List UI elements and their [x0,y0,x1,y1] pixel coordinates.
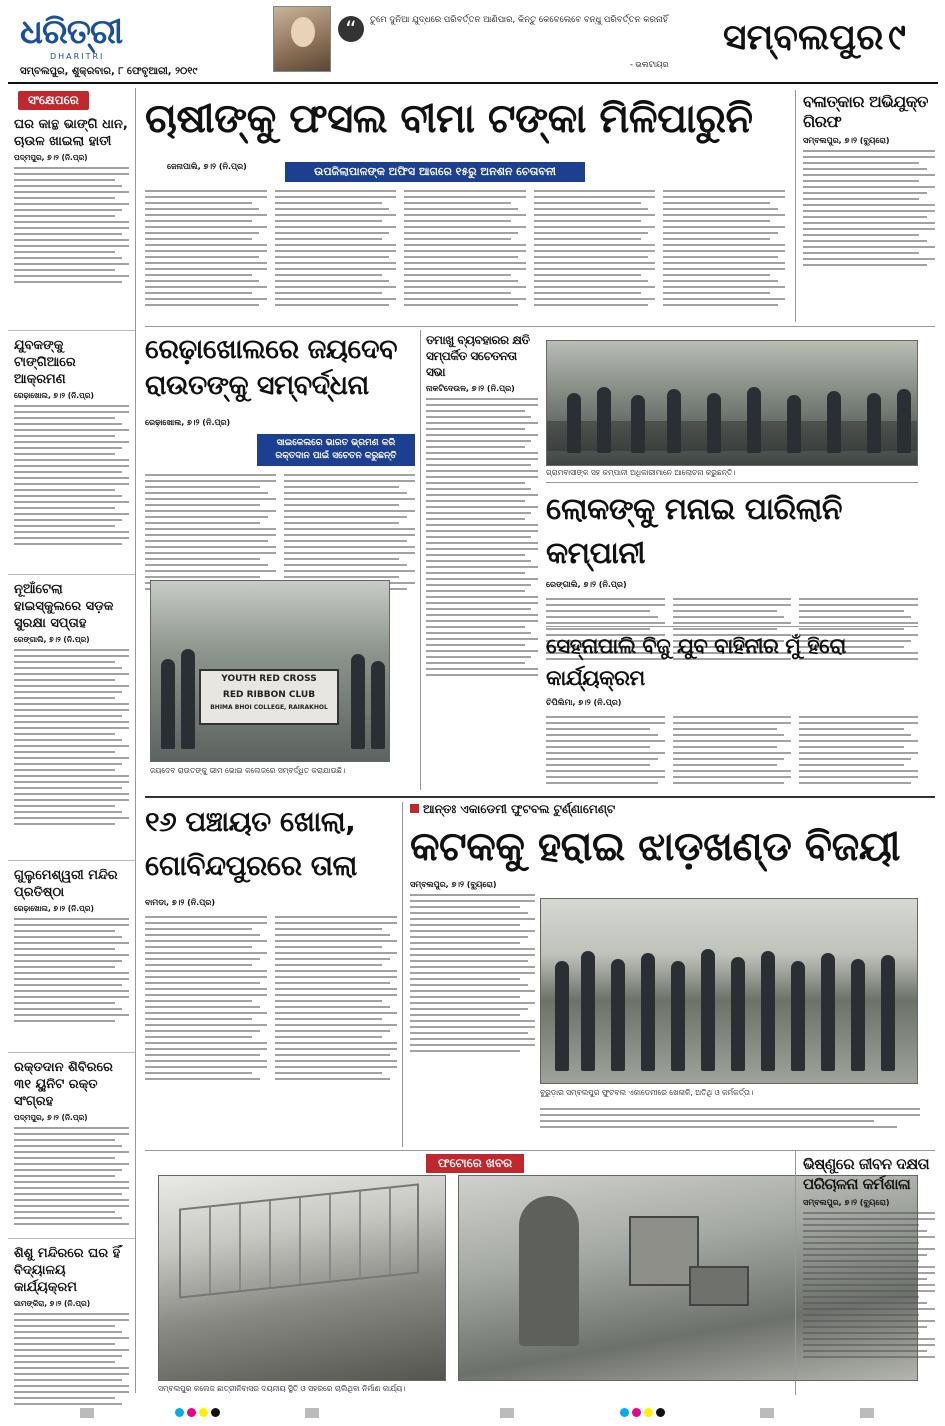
side-story-arrest[interactable] [803,92,935,320]
skill-workshop-story[interactable] [803,1154,935,1394]
jaydev-byline: ରେଢ଼ାଖୋଲ, ୭।୨ (ନି.ପ୍ର) [145,418,231,427]
brief-body [14,918,129,1022]
magenta-dot [632,1408,641,1417]
banner-line-1: YOUTH RED CROSS [221,674,317,684]
banner-line-3: BHIMA BHOI COLLEGE, RAIRAKHOL [210,704,328,711]
panchayat-headline-line1: ୧୬ ପଞ୍ଚାୟତ ଖୋଲା, [145,805,356,838]
photo-news-label: ଫଟୋରେ ଖବର [426,1154,524,1173]
football-body [410,894,535,1052]
page-number: ୯ [888,17,906,58]
skill-body [803,1212,935,1358]
briefs-column [8,88,136,1393]
section-rule [145,326,935,327]
registration-square [305,1408,319,1418]
brief-title: ଶିଶୁ ମନ୍ଦିରରେ ଘର ହିଁ ବିଦ୍ୟାଳୟ କାର୍ଯ୍ୟକ୍ରମ [14,1246,121,1295]
football-headline: କଟକକୁ ହରାଇ ଝାଡ଼ଖଣ୍ଡ ବିଜୟୀ [410,824,900,870]
quote-mark-icon: “ [338,16,364,42]
registration-square [760,1408,774,1418]
banner-line-2: RED RIBBON CLUB [222,690,316,700]
masthead [8,4,938,84]
brief-item[interactable] [8,1245,135,1421]
logo-subtext: DHARITRI [50,52,105,61]
cyan-dot [175,1408,184,1417]
company-headline: ଲୋକଙ୍କୁ ମନାଇ ପାରିଲାନି କମ୍ପାନୀ [546,492,843,571]
photo-news-caption: ସମ୍ବଲପୁର କଲେଜ ଛାତ୍ରୀନିବାସର ଦୟନୀୟ ସ୍ଥିତି ଓ ସହରରେ ଚାଲିଥିବା ନିର୍ମାଣ କାର୍ଯ୍ୟ। [158,1384,406,1393]
tobacco-story[interactable] [426,332,538,792]
quote-author-portrait [273,6,331,72]
college-banner-photo[interactable] [150,580,390,762]
skill-byline: ସମ୍ବଲପୁର, ୭।୨ (ବ୍ୟୁରୋ) [803,1198,890,1207]
brief-byline: ରେଢ଼ାଖୋଲ, ୭।୨ (ନି.ପ୍ର) [14,904,94,913]
football-photo-caption: ବୁରୁଡ଼ାର ସମ୍ବଲପୁର ଫୁଟବଲ ଏକାଡେମୀରେ ଖେଳାଳି, ଅତିଥି ଓ କର୍ମକର୍ତ୍ତା। [540,1088,754,1097]
brief-byline: ପଦ୍ମପୁର, ୭।୨ (ନି.ପ୍ର) [14,153,88,162]
registration-square [860,1408,874,1418]
football-kicker-text: ଆନ୍ତଃ ଏକାଡେମୀ ଫୁଟବଲ ଟୁର୍ଣ୍ଣାମେଣ୍ଟ [423,802,616,816]
tobacco-headline: ତମାଖୁ ବ୍ୟବହାରର କ୍ଷତି ସମ୍ପର୍କିତ ସଚେତନତା ସଭା [426,333,530,379]
panchayat-body [145,912,397,1084]
lead-story[interactable] [145,92,785,320]
hero-headline: ସେହ୍ନାପାଲି ବିଜୁ ଯୁବ ବାହିନୀର ମୁଁ ହିରୋ କାର୍ଯ୍ୟକ୍ରମ [546,634,846,690]
masthead-rule [8,82,938,84]
black-dot [211,1408,220,1417]
registration-square [80,1408,94,1418]
brief-byline: ରେଢ଼ାଖୋଲ, ୭।୨ (ନି.ପ୍ର) [14,391,94,400]
section-rule [546,626,918,627]
magenta-dot [187,1408,196,1417]
tobacco-byline: ନାକଟିଦେଉଳ, ୭।୨ (ନି.ପ୍ର) [426,384,515,393]
football-body-bottom [540,1104,920,1132]
company-byline: ରେଙ୍ଗାଲି, ୭।୨ (ନି.ପ୍ର) [546,580,627,589]
company-story[interactable] [546,488,918,623]
hero-story[interactable] [546,630,918,790]
lead-byline: ଜେନାପାଲି, ୭।୨ (ନି.ପ୍ର) [167,162,247,171]
tobacco-body [426,398,538,676]
meeting-photo-caption: ଗ୍ରାମବାସୀଙ୍କ ସହ କମ୍ପାନୀ ଅଧିକାରୀମାନେ ଆଲୋଚନା କରୁଛନ୍ତି। [546,468,736,477]
dateline: ସମ୍ବଲପୁର, ଶୁକ୍ରବାର, ୮ ଫେବୃଆରୀ, ୨୦୧୯ [20,66,198,77]
column-rule [402,802,403,1147]
quote-text: ତୁମେ ଦୁନିଆ ଯୁଦ୍ଧରେ ପରିବର୍ତ୍ତନ ଆଣିପାର, କିନ୍ତୁ କେବେଲେବେ ବନ୍ଧୁ ପରିବର୍ତ୍ତନ କରନାହିଁ [370,15,668,25]
side-headline: ବଳାତ୍କାର ଅଭିଯୁକ୍ତ ଗିରଫ [803,92,928,131]
yellow-dot [644,1408,653,1417]
briefs-tag: ସଂକ୍ଷେପରେ [18,91,89,110]
registration-square [500,1408,514,1418]
football-kicker [410,800,930,818]
logo-text: ଧରିତ୍ରୀ [20,12,123,52]
football-team-photo[interactable] [540,898,918,1084]
panchayat-story[interactable] [145,800,397,1150]
brief-title: ରକ୍ତଦାନ ଶିବିରରେ ୩୧ ୟୁନିଟ ରକ୍ତ ସଂଗ୍ରହ [14,1060,113,1109]
jaydev-photo-caption: ଜୟଦେବ ରାଉତଙ୍କୁ ଭୀମ ଭୋଇ କଲେଜରେ ସମ୍ବର୍ଦ୍ଧିତ କରାଯାଉଛି। [150,766,346,775]
section-rule [546,482,918,483]
section-rule [145,796,935,798]
quote-author: - ଭଲଟାୟର [630,60,669,69]
brief-item[interactable] [8,337,135,575]
brief-byline: ଜାମଙ୍କିରା, ୭।୨ (ନି.ପ୍ର) [14,1299,91,1308]
brief-item[interactable] [8,581,135,861]
village-meeting-photo[interactable] [546,340,918,466]
quote-of-day [370,14,690,69]
print-registration-bar [0,1404,945,1424]
brief-item[interactable] [8,116,135,331]
lead-body [145,186,785,310]
hostel-ruin-photo[interactable] [158,1175,446,1381]
brief-title: ଗୁଲୁମେଶ୍ୱରୀ ମନ୍ଦିର ପ୍ରତିଷ୍ଠା [14,868,118,900]
brief-title: ନୂଆଁଟେଲା ହାଇସ୍କୁଲରେ ସଡ଼କ ସୁରକ୍ଷା ସପ୍ତାହ [14,582,114,631]
panchayat-headline-line2: ଗୋବିନ୍ଦପୁରରେ ତାଲା [145,849,357,882]
lead-subhead: ଉପଜିଲାପାଳଙ୍କ ଅଫିସ ଆଗରେ ୧୫ରୁ ଅନଶନ ଚେତାବନୀ [285,162,585,182]
side-body [803,150,935,266]
brief-body [14,1313,129,1405]
brief-byline: ପଦ୍ମପୁର, ୭।୨ (ନି.ପ୍ର) [14,1113,88,1122]
jaydev-headline: ରେଢ଼ାଖୋଲରେ ଜୟଦେବ ରାଉତଙ୍କୁ ସମ୍ବର୍ଦ୍ଧନା [145,334,398,401]
jaydev-subhead: ସାଇକେଲରେ ଭାରତ ଭ୍ରମଣ କରି ରକ୍ତଦାନ ପାଇଁ ସଚେତନ କରୁଛନ୍ତି [257,434,415,466]
brief-title: ଯୁବକଙ୍କୁ ଟାଙ୍ଗିଆରେ ଆକ୍ରମଣ [14,338,76,387]
edition-name: ସମ୍ବଲପୁର [723,17,884,58]
hero-body [546,712,918,788]
yellow-dot [199,1408,208,1417]
lead-headline: ଚାଷୀଙ୍କୁ ଫସଲ ବୀମା ଟଙ୍କା ମିଳିପାରୁନି [145,96,753,142]
column-rule [795,1150,796,1395]
black-dot [656,1408,665,1417]
brief-item[interactable] [8,1059,135,1239]
brief-body [14,405,129,545]
football-byline: ସମ୍ବଲପୁର, ୭।୨ (ବ୍ୟୁରୋ) [410,880,497,889]
column-rule [795,90,796,322]
jaydev-body [145,470,415,594]
brief-body [14,649,129,825]
newspaper-logo[interactable] [20,12,170,61]
cyan-dot [620,1408,629,1417]
brief-item[interactable] [8,867,135,1053]
skill-headline: ଭିଷ୍ଣୁରେ ଜୀବନ ଦକ୍ଷତା ପରିଚାଳନା କର୍ମଶାଳା [803,1155,930,1193]
section-rule [145,1150,935,1151]
brief-body [14,1127,129,1225]
kicker-square-icon [410,804,419,813]
panchayat-byline: ବାମଡା, ୭।୨ (ନି.ପ୍ର) [145,898,216,907]
side-byline: ସମ୍ବଲପୁର, ୭।୨ (ବ୍ୟୁରୋ) [803,136,890,145]
brief-body [14,167,129,283]
club-banner [199,669,339,725]
brief-title: ଘର କାନ୍ଥ ଭାଙ୍ଗି ଧାନ, ଚାଉଳ ଖାଇଲା ହାତୀ [14,117,128,149]
brief-byline: ରେଙ୍ଗାଲି, ୭।୨ (ନି.ପ୍ର) [14,635,90,644]
hero-byline: ଚିପିଲିମା, ୭।୨ (ନି.ପ୍ର) [546,698,622,707]
column-rule [420,330,421,790]
